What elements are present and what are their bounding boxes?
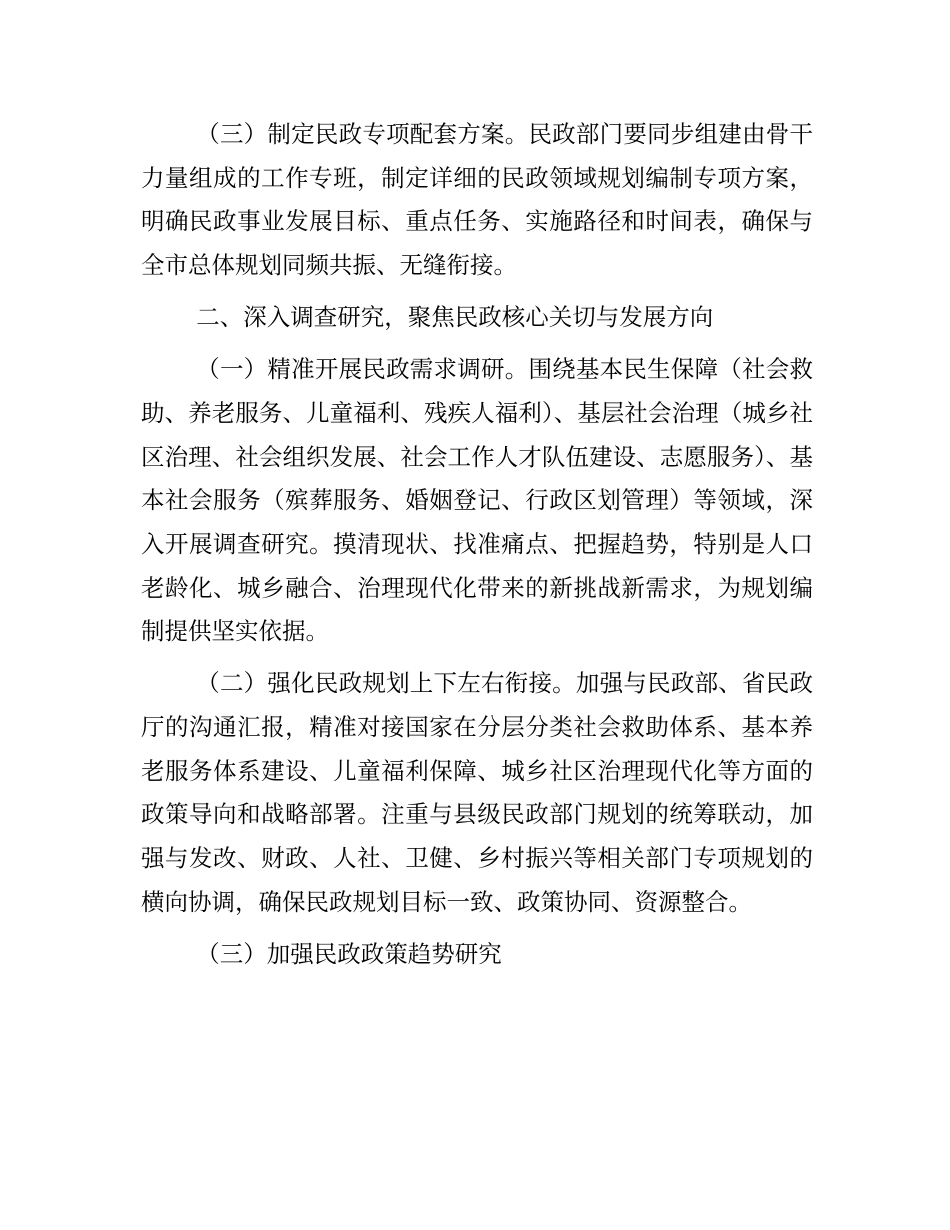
document-body: [141, 113, 813, 977]
paragraph-subsection-3-policy-trends: （三）加强民政政策趋势研究: [196, 939, 502, 968]
paragraph-subsection-2-plan-coordination: （二）强化民政规划上下左右衔接。加强与民政部、省民政厅的沟通汇报，精准对接国家在分层分类社会救助体系、基本养老服务体系建设、儿童福利保障、城乡社区治理现代化等方面的政策导向和战略部署。注重与县级民政部门规划的统筹联动，加强与发改、财政、人社、卫健、乡村振兴等相关部门专项规划的横向协调，确保民政规划目标一致、政策协同、资源整合。: [141, 669, 813, 916]
heading-section-2-research: 二、深入调查研究，聚焦民政核心关切与发展方向: [196, 303, 714, 332]
paragraph-section-3-special-plan: （三）制定民政专项配套方案。民政部门要同步组建由骨干力量组成的工作专班，制定详细的民政领域规划编制专项方案，明确民政事业发展目标、重点任务、实施路径和时间表，确保与全市总体规划同频共振、无缝衔接。: [141, 120, 813, 280]
paragraph-subsection-1-needs-survey: （一）精准开展民政需求调研。围绕基本民生保障（社会救助、养老服务、儿童福利、残疾人福利）、基层社会治理（城乡社区治理、社会组织发展、社会工作人才队伍建设、志愿服务）、基本社会服务（殡葬服务、婚姻登记、行政区划管理）等领域，深入开展调查研究。摸清现状、找准痛点、把握趋势，特别是人口老龄化、城乡融合、治理现代化带来的新挑战新需求，为规划编制提供坚实依据。: [141, 355, 813, 646]
